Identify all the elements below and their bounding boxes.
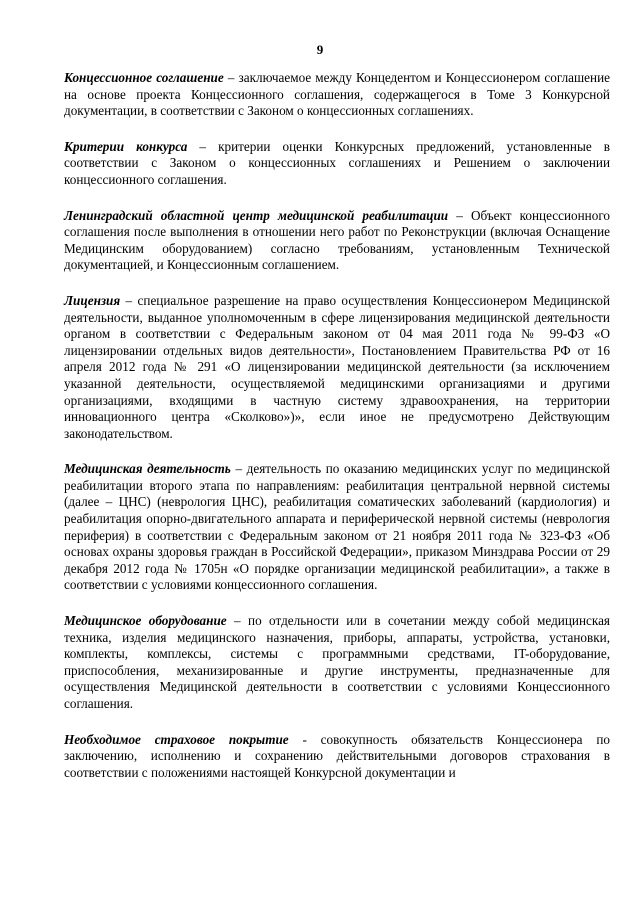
definition-term: Медицинское оборудование xyxy=(64,613,227,629)
definition-term: Ленинградский областной центр медицинской реабилитации xyxy=(64,207,449,223)
definition-text: – Объект концессионного соглашения после выполнения в отношении него работ по Реконструкции (включая Оснащение Медицинским оборудованием) согласно требованиям, установленным Технической документацией, и Концессионным соглашением. xyxy=(64,207,610,273)
definitions-list xyxy=(64,70,610,781)
definition-text: – деятельность по оказанию медицинских услуг по медицинской реабилитации второго этапа по направлениям: реабилитация центральной нервной системы (далее – ЦНС) (неврология ЦНС), реабилитация соматических заболеваний (кардиология) и реабилитация опорно-двигательного аппарата и периферической нервной системы (неврология периферия) в соответствии с Федеральным законом от 21 ноября 2011 года № 323-ФЗ «Об основах охраны здоровья граждан в Российской Федерации», приказом Минздрава России от 29 декабря 2012 года № 1705н «О порядке организации медицинской реабилитации», а также в соответствии с условиями концессионного соглашения. xyxy=(64,461,611,593)
definition-term: Концессионное соглашение xyxy=(64,70,224,85)
definition-term: Лицензия xyxy=(64,292,121,308)
definition-medical-equipment xyxy=(64,613,610,713)
definition-insurance-coverage xyxy=(64,732,610,782)
definition-tender-criteria xyxy=(64,139,610,189)
definition-rehabilitation-center xyxy=(64,208,610,274)
definition-text: – по отдельности или в сочетании между собой медицинская техника, изделия медицинского назначения, приборы, аппараты, устройства, установки, комплекты, комплексы, системы с программными средствами, IT-оборудование, приспособления, механизированные и другие инструменты, предназначенные для осуществления Медицинской деятельности в соответствии с условиями Концессионного соглашения. xyxy=(64,613,610,711)
definition-term: Медицинская деятельность xyxy=(64,461,231,477)
definition-text: – заключаемое между Концедентом и Концессионером соглашение на основе проекта Концессионного соглашения, содержащегося в Томе 3 Конкурсной документации, в соответствии с Законом о концессионных соглашениях. xyxy=(64,70,610,119)
definition-text: - совокупность обязательств Концессионера по заключению, исполнению и сохранению действительными договоров страхования в соответствии с положениями настоящей Конкурсной документации и xyxy=(64,731,611,780)
definition-term: Необходимое страховое покрытие xyxy=(64,731,289,747)
definition-text: – специальное разрешение на право осуществления Концессионером Медицинской деятельности, выданное уполномоченным в сфере лицензирования медицинской деятельности органом в соответствии с Федеральным законом от 04 мая 2011 года № 99-ФЗ «О лицензировании отдельных видов деятельности», Постановлением Правительства РФ от 16 апреля 2012 года № 291 «О лицензировании медицинской деятельности (за исключением указанной деятельности, осуществляемой медицинскими организациями и другими организациями, входящими в частную систему здравоохранения, на территории инновационного центра «Сколково»)», если иное не предусмотрено Действующим законодательством. xyxy=(64,292,610,441)
definition-license xyxy=(64,293,610,442)
definition-term: Критерии конкурса xyxy=(64,138,188,154)
definition-concession-agreement xyxy=(64,70,610,120)
definition-text: – критерии оценки Конкурсных предложений, установленные в соответствии с Законом о концессионных соглашениях и Решением о заключении концессионного соглашения. xyxy=(64,138,610,187)
page-number: 9 xyxy=(316,42,324,57)
definition-medical-activity xyxy=(64,461,610,594)
